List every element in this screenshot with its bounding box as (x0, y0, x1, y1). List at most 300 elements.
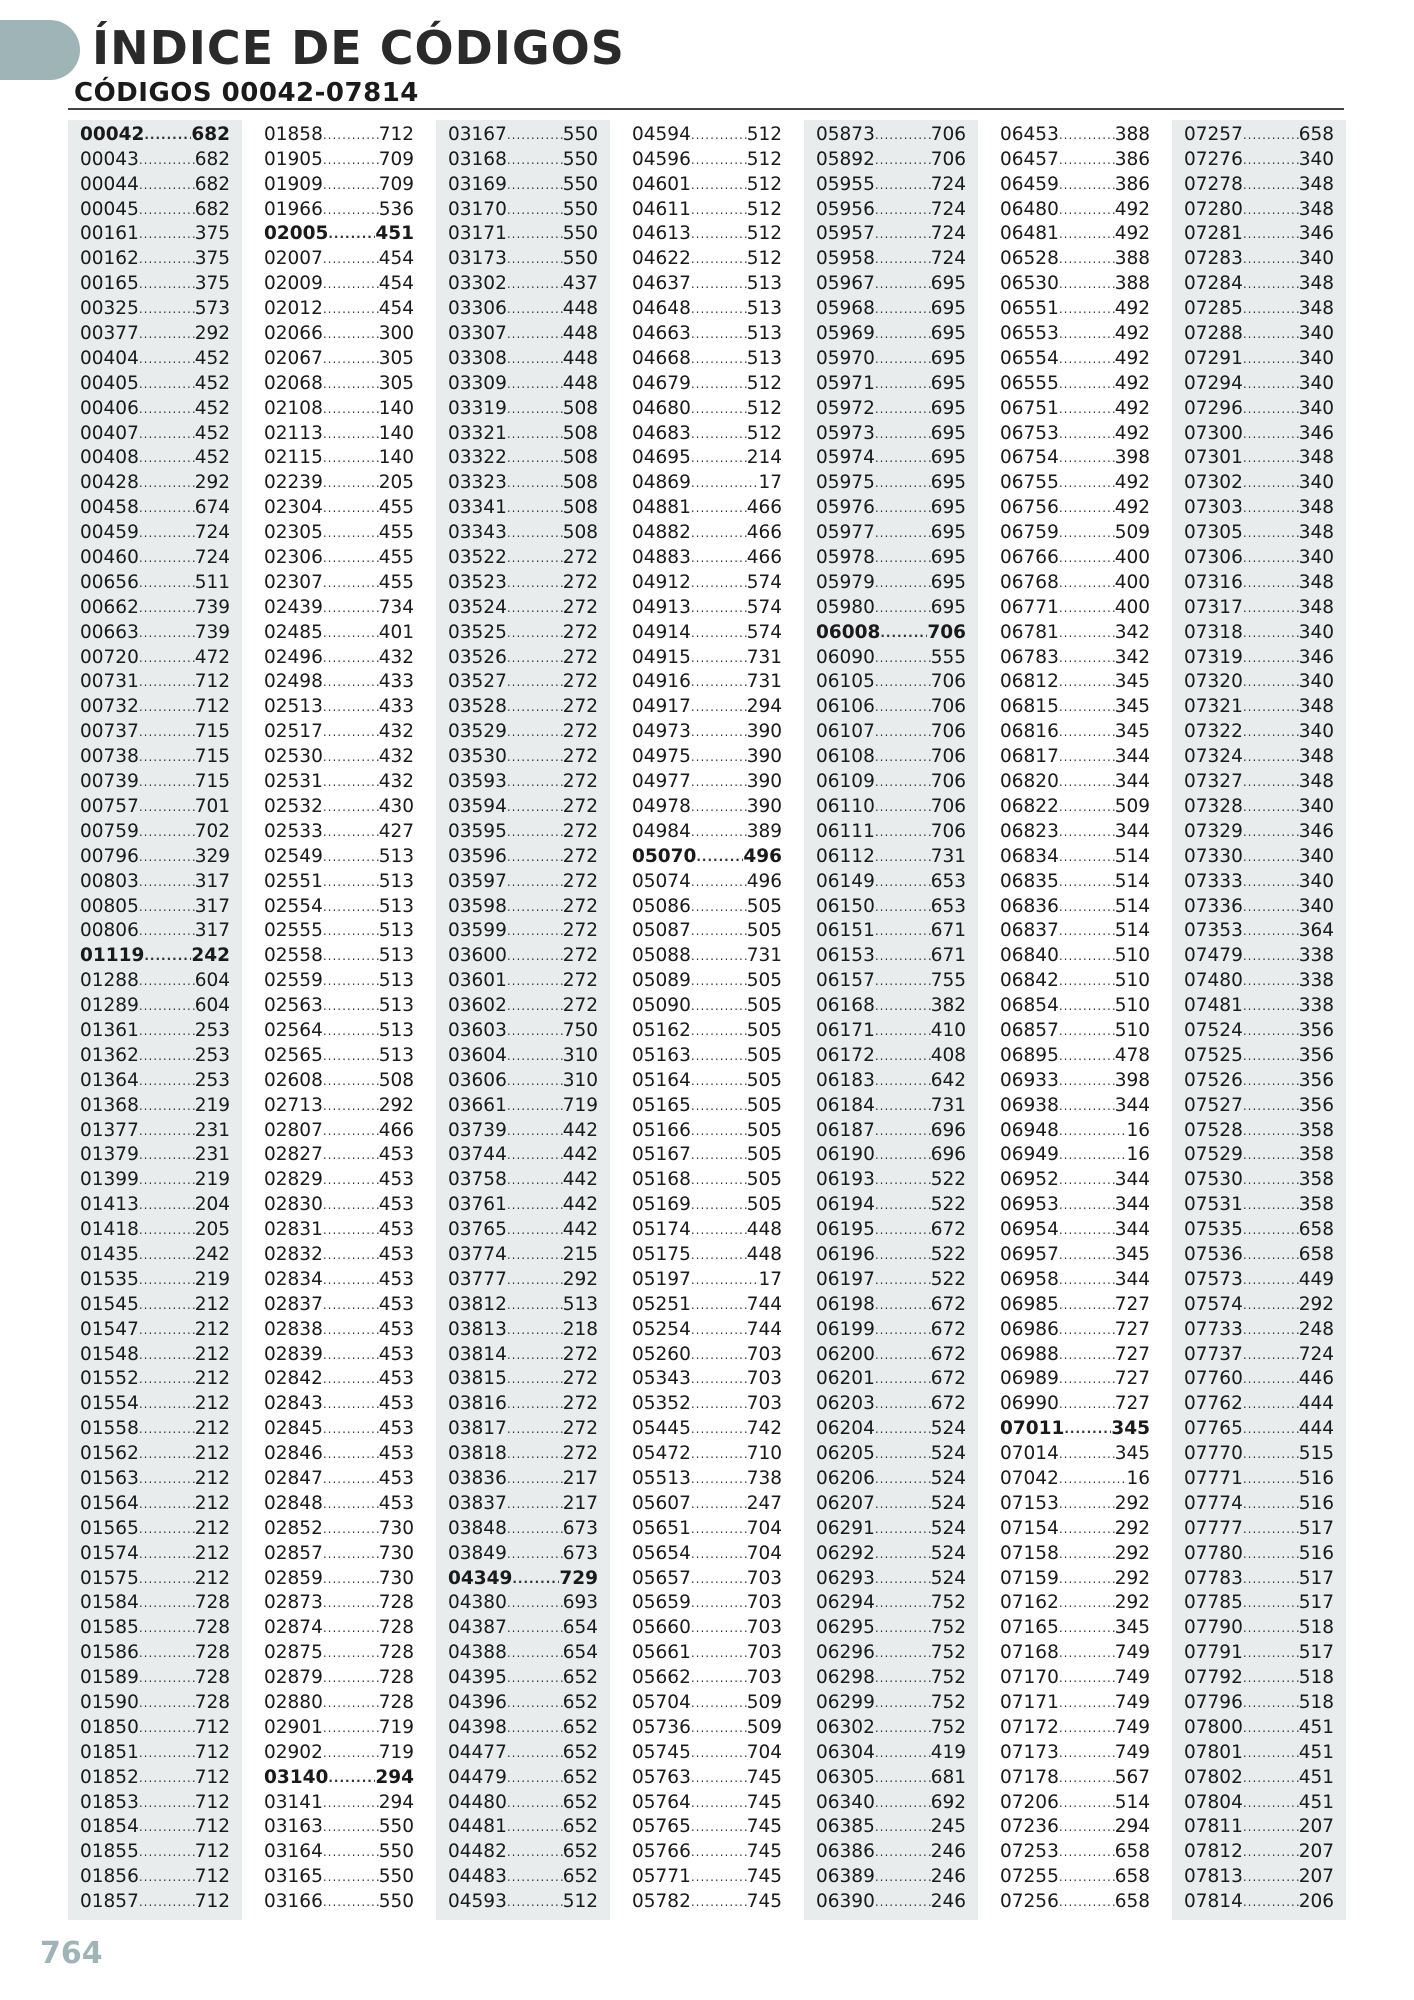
leader-dots (1243, 450, 1299, 468)
leader-dots (323, 923, 379, 941)
entry-code: 06199 (816, 1318, 875, 1340)
leader-dots (507, 450, 563, 468)
index-entry (68, 1340, 242, 1365)
entry-page: 246 (930, 1841, 966, 1863)
index-entry (988, 1837, 1162, 1862)
leader-dots (323, 650, 379, 668)
leader-dots (691, 1869, 747, 1887)
leader-dots (1243, 152, 1299, 170)
index-entry (68, 1240, 242, 1265)
leader-dots (323, 276, 379, 294)
leader-dots (144, 948, 191, 966)
index-entry (436, 170, 610, 195)
leader-dots (1059, 351, 1115, 369)
entry-code: 01850 (80, 1716, 139, 1738)
leader-dots (507, 376, 563, 394)
entry-code: 06108 (816, 746, 875, 768)
entry-page: 453 (378, 1418, 414, 1440)
leader-dots (139, 1670, 195, 1688)
entry-page: 744 (746, 1318, 782, 1340)
leader-dots (1243, 1521, 1299, 1539)
index-entry (68, 1564, 242, 1589)
entry-code: 03603 (448, 1019, 507, 1041)
entry-code: 07780 (1184, 1542, 1243, 1564)
leader-dots (1059, 650, 1115, 668)
index-entry (804, 1414, 978, 1439)
entry-page: 375 (194, 223, 230, 245)
entry-page: 272 (562, 771, 598, 793)
entry-page: 348 (1298, 522, 1334, 544)
index-entry (804, 1887, 978, 1912)
leader-dots (1243, 899, 1299, 917)
entry-code: 06340 (816, 1791, 875, 1813)
leader-dots (1243, 401, 1299, 419)
index-entry (436, 1489, 610, 1514)
entry-code: 06553 (1000, 323, 1059, 345)
entry-page: 348 (1298, 447, 1334, 469)
entry-page: 453 (378, 1492, 414, 1514)
index-entry (620, 1165, 794, 1190)
index-entry (988, 1514, 1162, 1539)
entry-code: 01379 (80, 1144, 139, 1166)
leader-dots (691, 1322, 747, 1340)
entry-code: 04914 (632, 621, 691, 643)
entry-code: 00459 (80, 522, 139, 544)
index-entry (436, 692, 610, 717)
index-entry (252, 170, 426, 195)
leader-dots (323, 1695, 379, 1713)
leader-dots (507, 1371, 563, 1389)
leader-dots (323, 1521, 379, 1539)
leader-dots (691, 600, 747, 618)
index-entry (804, 593, 978, 618)
index-entry (988, 1489, 1162, 1514)
entry-code: 02830 (264, 1194, 323, 1216)
entry-page: 682 (194, 198, 230, 220)
entry-page: 442 (562, 1219, 598, 1241)
index-entry (1172, 593, 1346, 618)
entry-code: 06196 (816, 1243, 875, 1265)
entry-page: 348 (1298, 746, 1334, 768)
entry-code: 01413 (80, 1194, 139, 1216)
entry-code: 06957 (1000, 1243, 1059, 1265)
leader-dots (139, 1795, 195, 1813)
entry-code: 06206 (816, 1467, 875, 1489)
index-entry (988, 1141, 1162, 1166)
entry-page: 294 (375, 1766, 414, 1788)
leader-dots (1059, 774, 1115, 792)
entry-code: 03321 (448, 422, 507, 444)
leader-dots (507, 1894, 563, 1912)
entry-page: 452 (194, 447, 230, 469)
index-entry (620, 1763, 794, 1788)
leader-dots (875, 226, 931, 244)
page-title: ÍNDICE DE CÓDIGOS (92, 21, 625, 75)
entry-code: 01858 (264, 123, 323, 145)
index-entry (1172, 1290, 1346, 1315)
leader-dots (875, 899, 931, 917)
leader-dots (507, 1819, 563, 1837)
leader-dots (323, 1869, 379, 1887)
entry-page: 492 (1114, 472, 1150, 494)
entry-page: 492 (1114, 497, 1150, 519)
entry-code: 04915 (632, 646, 691, 668)
leader-dots (1059, 1894, 1115, 1912)
entry-code: 07296 (1184, 397, 1243, 419)
leader-dots (323, 1446, 379, 1464)
leader-dots (507, 1471, 563, 1489)
leader-dots (323, 202, 379, 220)
entry-page: 348 (1298, 596, 1334, 618)
entry-page: 453 (378, 1144, 414, 1166)
index-entry (252, 1514, 426, 1539)
index-entry (68, 1837, 242, 1862)
index-entry (620, 1240, 794, 1265)
entry-page: 242 (194, 1243, 230, 1265)
entry-code: 03527 (448, 671, 507, 693)
index-entry (988, 170, 1162, 195)
entry-code: 00458 (80, 497, 139, 519)
index-column-4 (620, 120, 794, 1920)
leader-dots (691, 475, 759, 493)
entry-page: 704 (746, 1542, 782, 1564)
entry-code: 03323 (448, 472, 507, 494)
entry-code: 03817 (448, 1418, 507, 1440)
entry-page: 522 (930, 1194, 966, 1216)
entry-page: 749 (1114, 1642, 1150, 1664)
entry-page: 695 (930, 547, 966, 569)
entry-page: 745 (746, 1791, 782, 1813)
index-entry (1172, 1439, 1346, 1464)
entry-page: 345 (1114, 671, 1150, 693)
entry-page: 715 (194, 721, 230, 743)
entry-code: 05087 (632, 920, 691, 942)
leader-dots (507, 500, 563, 518)
index-entry (436, 1240, 610, 1265)
entry-page: 505 (746, 895, 782, 917)
entry-code: 05089 (632, 970, 691, 992)
leader-dots (507, 226, 563, 244)
leader-dots (139, 1571, 195, 1589)
leader-dots (691, 874, 747, 892)
entry-page: 305 (378, 347, 414, 369)
entry-code: 07316 (1184, 571, 1243, 593)
leader-dots (323, 1595, 379, 1613)
entry-code: 07153 (1000, 1492, 1059, 1514)
index-entry (252, 120, 426, 145)
entry-page: 329 (194, 845, 230, 867)
entry-code: 02558 (264, 945, 323, 967)
entry-code: 05974 (816, 447, 875, 469)
index-entry (1172, 1613, 1346, 1638)
entry-code: 01905 (264, 148, 323, 170)
index-entry (988, 1564, 1162, 1589)
index-entry (620, 269, 794, 294)
entry-page: 140 (378, 422, 414, 444)
index-entry (1172, 867, 1346, 892)
entry-page: 272 (562, 920, 598, 942)
entry-code: 06812 (1000, 671, 1059, 693)
leader-dots (507, 625, 563, 643)
entry-code: 03598 (448, 895, 507, 917)
index-entry (988, 568, 1162, 593)
entry-code: 06292 (816, 1542, 875, 1564)
entry-code: 07285 (1184, 298, 1243, 320)
leader-dots (691, 1396, 747, 1414)
entry-page: 536 (378, 198, 414, 220)
entry-page: 512 (746, 198, 782, 220)
entry-code: 07573 (1184, 1268, 1243, 1290)
entry-code: 05167 (632, 1144, 691, 1166)
entry-code: 06291 (816, 1517, 875, 1539)
entry-page: 508 (562, 497, 598, 519)
leader-dots (1243, 1869, 1299, 1887)
entry-code: 07206 (1000, 1791, 1059, 1813)
index-entry (436, 618, 610, 643)
entry-code: 05955 (816, 173, 875, 195)
index-entry (68, 1016, 242, 1041)
entry-page: 217 (562, 1467, 598, 1489)
index-entry (804, 1837, 978, 1862)
leader-dots (1059, 948, 1115, 966)
entry-code: 07322 (1184, 721, 1243, 743)
index-entry (804, 1788, 978, 1813)
entry-code: 00737 (80, 721, 139, 743)
entry-page: 432 (378, 646, 414, 668)
entry-page: 728 (378, 1692, 414, 1713)
entry-code: 02305 (264, 522, 323, 544)
index-entry (68, 543, 242, 568)
entry-page: 567 (1114, 1766, 1150, 1788)
entry-page: 206 (1298, 1891, 1334, 1913)
index-entry (252, 1290, 426, 1315)
entry-code: 02068 (264, 372, 323, 394)
entry-page: 272 (562, 845, 598, 867)
entry-page: 522 (930, 1243, 966, 1265)
entry-page: 344 (1114, 1268, 1150, 1290)
index-entry (1172, 344, 1346, 369)
leader-dots (507, 1322, 563, 1340)
index-entry (1172, 1190, 1346, 1215)
entry-page: 512 (746, 397, 782, 419)
leader-dots (139, 674, 195, 692)
index-entry (436, 145, 610, 170)
entry-code: 03815 (448, 1368, 507, 1390)
entry-code: 07173 (1000, 1741, 1059, 1763)
index-entry (68, 1190, 242, 1215)
entry-code: 04398 (448, 1716, 507, 1738)
leader-dots (875, 1347, 931, 1365)
index-entry (68, 1464, 242, 1489)
entry-code: 04349 (448, 1567, 513, 1589)
index-entry (1172, 742, 1346, 767)
leader-dots (1059, 1521, 1115, 1539)
leader-dots (1059, 1720, 1115, 1738)
leader-dots (1059, 475, 1115, 493)
entry-page: 752 (930, 1642, 966, 1664)
leader-dots (875, 600, 931, 618)
leader-dots (139, 824, 195, 842)
leader-dots (1243, 1496, 1299, 1514)
entry-page: 514 (1114, 845, 1150, 867)
entry-page: 513 (378, 895, 414, 917)
index-entry (436, 1837, 610, 1862)
entry-page: 512 (746, 248, 782, 270)
entry-page: 364 (1298, 920, 1334, 942)
index-entry (1172, 1813, 1346, 1838)
entry-code: 06555 (1000, 372, 1059, 394)
index-entry (252, 319, 426, 344)
index-entry (436, 1141, 610, 1166)
leader-dots (323, 1147, 379, 1165)
entry-page: 715 (194, 746, 230, 768)
leader-dots (875, 1745, 931, 1763)
leader-dots (875, 525, 931, 543)
index-entry (804, 319, 978, 344)
entry-page: 292 (1298, 1293, 1334, 1315)
leader-dots (323, 849, 379, 867)
entry-code: 07284 (1184, 273, 1243, 295)
entry-page: 513 (562, 1293, 598, 1315)
index-entry (620, 1016, 794, 1041)
entry-page: 658 (1298, 1243, 1334, 1265)
leader-dots (139, 226, 195, 244)
leader-dots (1059, 152, 1115, 170)
index-entry (620, 1788, 794, 1813)
leader-dots (691, 575, 747, 593)
index-entry (1172, 1713, 1346, 1738)
index-entry (68, 220, 242, 245)
leader-dots (875, 998, 931, 1016)
index-entry (1172, 991, 1346, 1016)
leader-dots (1243, 1098, 1299, 1116)
entry-code: 05745 (632, 1741, 691, 1763)
entry-code: 03166 (264, 1891, 323, 1913)
entry-code: 06453 (1000, 123, 1059, 145)
entry-page: 305 (378, 372, 414, 394)
entry-page: 728 (378, 1642, 414, 1664)
entry-code: 07528 (1184, 1119, 1243, 1141)
entry-page: 272 (562, 671, 598, 693)
entry-code: 03165 (264, 1866, 323, 1888)
index-entry (68, 1763, 242, 1788)
entry-page: 345 (1114, 696, 1150, 718)
leader-dots (691, 1894, 747, 1912)
index-entry (988, 1389, 1162, 1414)
entry-code: 07014 (1000, 1443, 1059, 1465)
index-entry (68, 717, 242, 742)
entry-page: 451 (1298, 1766, 1334, 1788)
leader-dots (323, 1645, 379, 1663)
entry-page: 550 (378, 1866, 414, 1888)
leader-dots (507, 1521, 563, 1539)
entry-code: 00044 (80, 173, 139, 195)
entry-code: 04396 (448, 1692, 507, 1713)
entry-code: 03140 (264, 1766, 329, 1788)
index-entry (804, 1190, 978, 1215)
entry-code: 05165 (632, 1094, 691, 1116)
code-index-grid (68, 120, 1344, 1920)
leader-dots (507, 998, 563, 1016)
entry-code: 00408 (80, 447, 139, 469)
entry-code: 05977 (816, 522, 875, 544)
leader-dots (323, 1297, 379, 1315)
leader-dots (691, 1496, 747, 1514)
entry-code: 07802 (1184, 1766, 1243, 1788)
leader-dots (691, 550, 747, 568)
entry-code: 02843 (264, 1393, 323, 1415)
leader-dots (507, 874, 563, 892)
index-column-3 (436, 120, 610, 1920)
entry-page: 510 (1114, 970, 1150, 992)
leader-dots (1059, 799, 1115, 817)
entry-page: 492 (1114, 347, 1150, 369)
index-entry (620, 518, 794, 543)
leader-dots (323, 127, 379, 145)
entry-code: 01361 (80, 1019, 139, 1041)
index-entry (804, 1763, 978, 1788)
entry-page: 16 (1126, 1144, 1150, 1166)
index-entry (252, 1365, 426, 1390)
index-entry (620, 1091, 794, 1116)
leader-dots (323, 450, 379, 468)
index-entry (620, 717, 794, 742)
entry-code: 01585 (80, 1617, 139, 1639)
index-entry (804, 1663, 978, 1688)
index-entry (804, 468, 978, 493)
index-entry (1172, 1738, 1346, 1763)
entry-page: 340 (1298, 671, 1334, 693)
entry-page: 212 (194, 1393, 230, 1415)
index-entry (252, 867, 426, 892)
entry-page: 724 (930, 248, 966, 270)
entry-code: 02532 (264, 795, 323, 817)
index-entry (436, 195, 610, 220)
entry-code: 03528 (448, 696, 507, 718)
entry-page: 453 (378, 1318, 414, 1340)
entry-page: 344 (1114, 820, 1150, 842)
leader-dots (1059, 625, 1115, 643)
leader-dots (875, 550, 931, 568)
index-entry (620, 966, 794, 991)
entry-code: 07801 (1184, 1741, 1243, 1763)
entry-code: 00043 (80, 148, 139, 170)
entry-page: 508 (562, 472, 598, 494)
subtitle-range: 00042-07814 (221, 78, 419, 108)
leader-dots (1243, 1720, 1299, 1738)
index-entry (804, 1738, 978, 1763)
index-entry (988, 1016, 1162, 1041)
leader-dots (875, 1546, 931, 1564)
entry-page: 272 (562, 571, 598, 593)
entry-code: 05661 (632, 1642, 691, 1664)
index-entry (252, 1613, 426, 1638)
entry-code: 01362 (80, 1044, 139, 1066)
entry-code: 05174 (632, 1219, 691, 1241)
leader-dots (1243, 1222, 1299, 1240)
entry-code: 01586 (80, 1642, 139, 1664)
entry-code: 06989 (1000, 1368, 1059, 1390)
index-entry (804, 419, 978, 444)
entry-code: 02829 (264, 1169, 323, 1191)
leader-dots (323, 1222, 379, 1240)
index-entry (252, 1738, 426, 1763)
leader-dots (691, 948, 747, 966)
entry-code: 04593 (448, 1891, 507, 1913)
leader-dots (875, 1172, 931, 1190)
entry-page: 338 (1298, 995, 1334, 1017)
entry-page: 745 (746, 1841, 782, 1863)
